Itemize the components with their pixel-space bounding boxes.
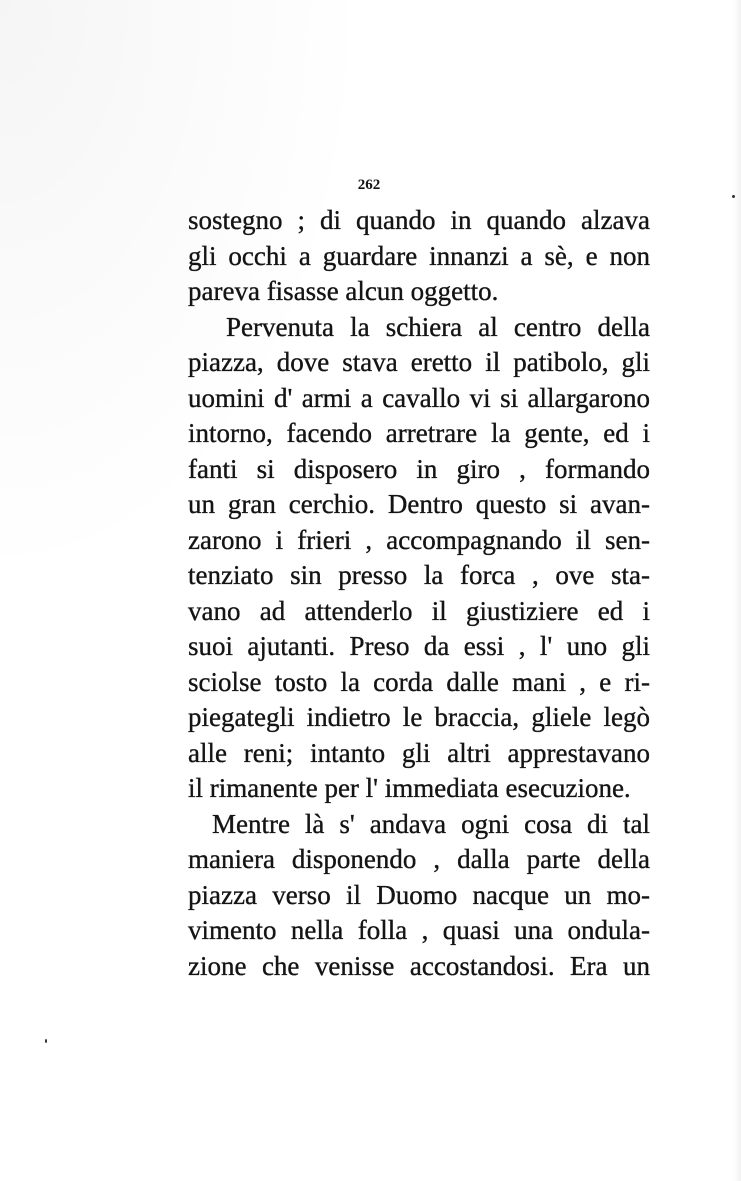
text-line: sostegno ; di quando in quando alzava — [188, 205, 650, 235]
ink-speck — [45, 1039, 47, 1043]
text-line: piazza verso il Duomo nacque un mo- — [188, 879, 650, 910]
ink-speck — [732, 195, 735, 198]
text-line: vimento nella folla , quasi una ondula- — [188, 915, 650, 945]
page-number: 262 — [357, 177, 381, 193]
text-line: vano ad attenderlo il giustiziere ed i — [188, 595, 650, 626]
text-line: intorno, facendo arretrare la gente, ed i — [188, 418, 650, 448]
text-line: zarono i frieri , accompagnando il sen- — [188, 524, 650, 555]
text-line: il rimanente per l' immediata esecuzione. — [188, 773, 631, 803]
text-line: fanti si disposero in giro , formando — [188, 453, 650, 484]
text-line: un gran cerchio. Dentro questo si avan- — [188, 489, 650, 519]
text-line: pareva fisasse alcun oggetto. — [188, 276, 499, 306]
page-body — [188, 203, 650, 984]
text-line: maniera disponendo , dalla parte della — [188, 844, 650, 874]
text-line: piegategli indietro le braccia, gliele legò — [188, 702, 650, 732]
text-line: Pervenuta la schiera al centro della — [226, 311, 650, 342]
text-line: sciolse tosto la corda dalle mani , e ri- — [188, 666, 650, 697]
text-line: alle reni; intanto gli altri apprestavano — [188, 737, 650, 768]
text-line: piazza, dove stava eretto il patibolo, gli — [188, 347, 650, 377]
text-line: tenziato sin presso la forca , ove sta- — [188, 560, 650, 590]
text-line: gli occhi a guardare innanzi a sè, e non — [188, 240, 650, 271]
text-line: uomini d' armi a cavallo vi si allargarono — [188, 382, 650, 413]
text-line: suoi ajutanti. Preso da essi , l' uno gli — [188, 631, 650, 661]
text-line: Mentre là s' andava ogni cosa di tal — [212, 808, 650, 839]
text-line: zione che venisse accostandosi. Era un — [188, 950, 650, 981]
